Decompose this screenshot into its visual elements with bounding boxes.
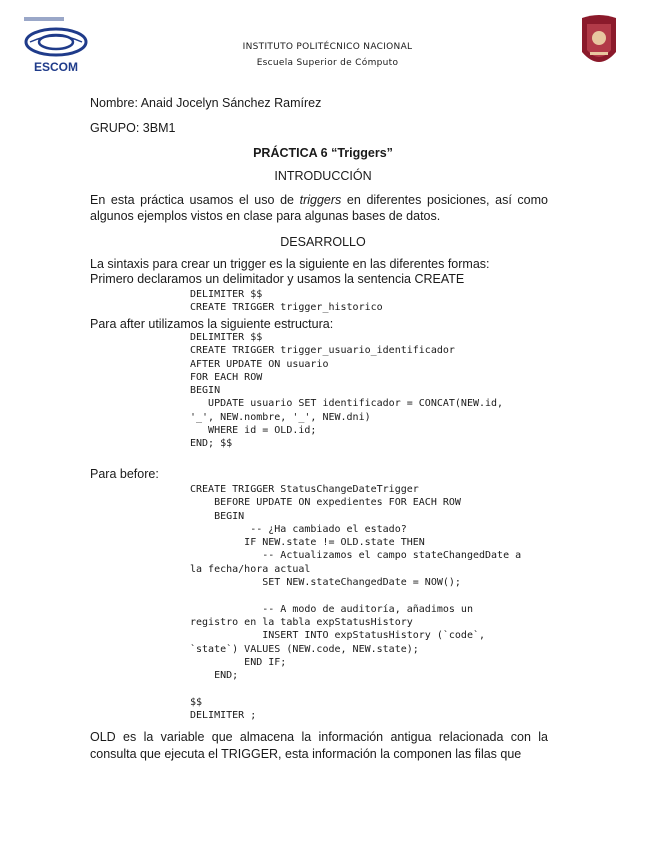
- student-name: Nombre: Anaid Jocelyn Sánchez Ramírez: [90, 96, 322, 110]
- school-name: Escuela Superior de Cómputo: [256, 58, 399, 68]
- intro-paragraph: En esta práctica usamos el uso de triggers en diferentes posiciones, así como algunos ejemplos vistos en clase para algunas bases de datos.: [90, 193, 548, 223]
- dev-heading: DESARROLLO: [280, 235, 366, 249]
- before-label: Para before:: [90, 467, 159, 481]
- escom-logo-text: ESCOM: [33, 60, 79, 74]
- old-paragraph: OLD es la variable que almacena la información antigua relacionada con la consulta que ejecuta el TRIGGER, esta información la componen las filas que: [90, 730, 548, 761]
- page-title: PRÁCTICA 6 “Triggers”: [253, 146, 393, 160]
- create-intro: Primero declaramos un delimitador y usamos la sentencia CREATE: [90, 272, 465, 286]
- intro-heading: INTRODUCCIÓN: [274, 169, 372, 183]
- institution-name: INSTITUTO POLITÉCNICO NACIONAL: [242, 42, 413, 52]
- after-label: Para after utilizamos la siguiente estructura:: [90, 317, 334, 331]
- code-after: DELIMITER $$ CREATE TRIGGER trigger_usuario_identificador AFTER UPDATE ON usuario FOR EACH ROW BEGIN UPDATE usuario SET identificador = CONCAT(NEW.id, '_', NEW.nombre, '_', NEW.dni) WHERE id = OLD.id; END; $$: [190, 332, 504, 450]
- syntax-intro: La sintaxis para crear un trigger es la siguiente en las diferentes formas:: [90, 257, 490, 271]
- code-create: DELIMITER $$ CREATE TRIGGER trigger_historico: [190, 289, 383, 314]
- intro-emphasis: triggers: [299, 193, 342, 207]
- code-before: CREATE TRIGGER StatusChangeDateTrigger BEFORE UPDATE ON expedientes FOR EACH ROW BEGIN -- ¿Ha cambiado el estado? IF NEW.state != OLD.state THEN -- Actualizamos el campo stateChangedDate a la fecha/hora actual SET NEW.stateChangedDate = NOW(); -- A modo de auditoría, añadimos un registro en la tabla expStatusHistory INSERT INTO expStatusHistory (`code`, `state`) VALUES (NEW.code, NEW.state); END IF; END; $$ DELIMITER ;: [190, 484, 522, 722]
- student-group: GRUPO: 3BM1: [90, 121, 176, 135]
